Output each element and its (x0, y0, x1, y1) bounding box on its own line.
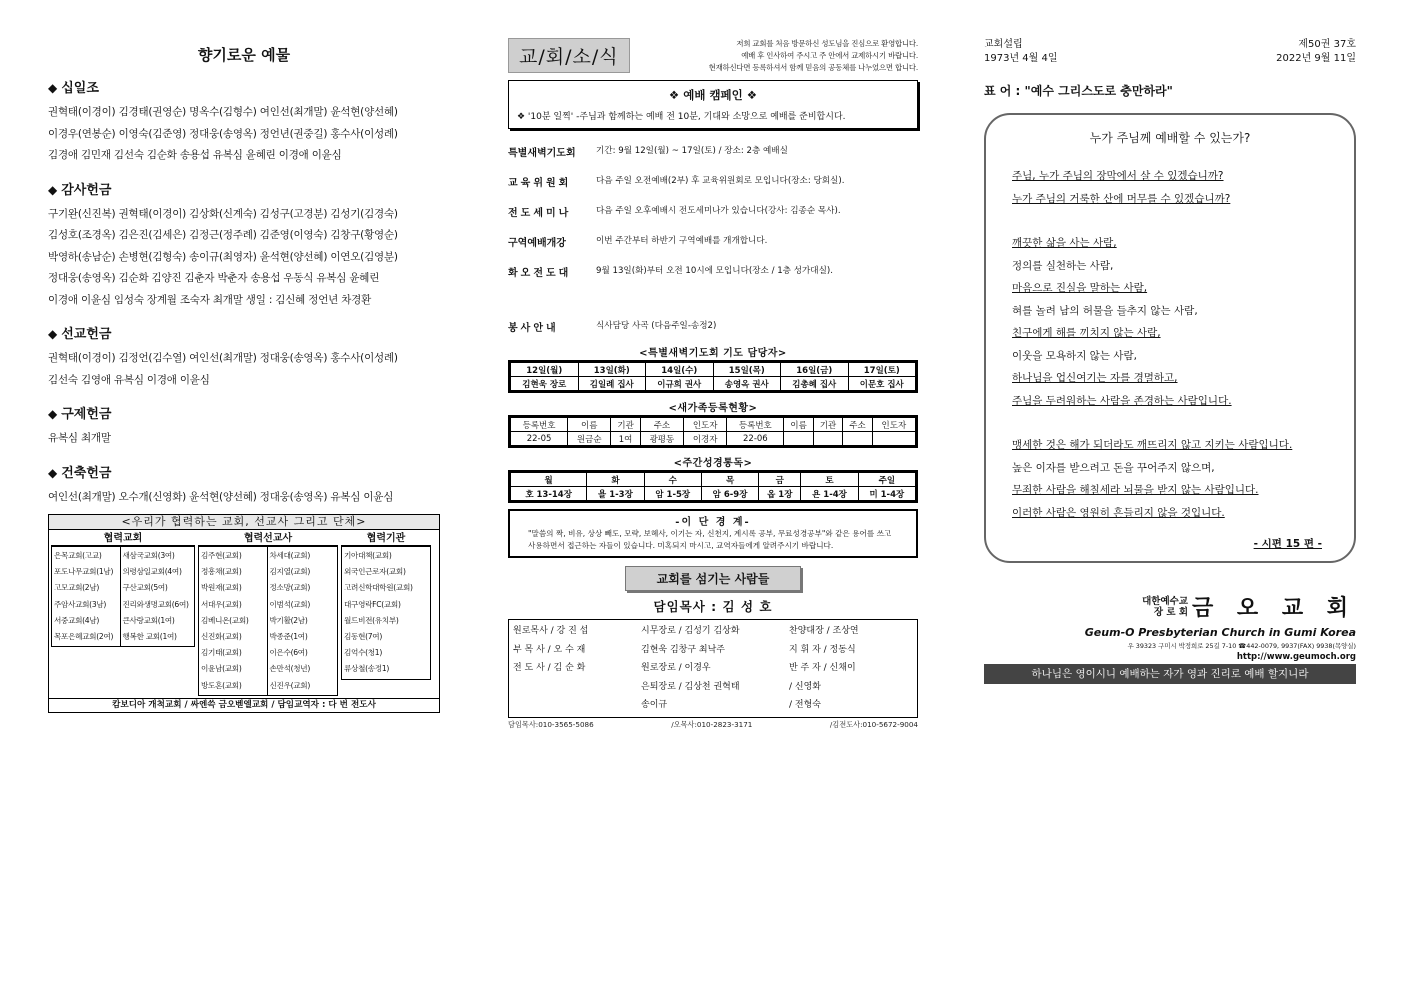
senior-pastor: 담임목사 : 김 성 호 (653, 599, 773, 614)
partner-missionary: 정소망(교회) (269, 583, 311, 593)
partner-missionary: 김지열(교회) (269, 567, 311, 577)
diamond-icon: ◆ (48, 327, 58, 341)
news-item (508, 174, 918, 189)
reading-ref: 암 6-9장 (701, 487, 758, 501)
psalm-line: 주님을 두려워하는 사람을 존경하는 사람입니다. (1012, 394, 1232, 407)
partner-church: 주암사교회(3남) (54, 599, 107, 609)
psalm-box (984, 113, 1356, 563)
partners-footer: 캄보디아 개척교회 / 싸엔쓱 금오벧엘교회 / 담임교역자 : 다 번 전도사 (49, 698, 439, 712)
contact: /김전도사:010-5672-9004 (829, 719, 918, 729)
partner-missionary: 이은수(6여) (269, 648, 308, 658)
partner-church: 고모교회(2남) (54, 583, 100, 593)
staff-entry: 송이규 (641, 700, 668, 710)
slogan-banner: 하나님은 영이시니 예배하는 자가 영과 진리로 예배 할지니라 (984, 664, 1356, 684)
website-link[interactable]: http://www.geumoch.org (1236, 652, 1356, 662)
news-list (508, 144, 918, 334)
news-item (508, 234, 918, 249)
donor-names: 권혁태(이경이) 김정언(김수열) 여인선(최개말) 정대웅(송영옥) 홍수사(이성례) (48, 352, 398, 364)
contacts (508, 720, 918, 730)
staff-box (508, 619, 918, 718)
offerings-title: 향기로운 예물 (197, 46, 291, 64)
diamond-icon: ◆ (48, 81, 58, 95)
staff-entry: 은퇴장로 / 김상천 권혁태 (641, 681, 740, 692)
news-item (508, 144, 918, 159)
staff-row (513, 678, 913, 697)
psalm-reference: - 시편 15 편 - (1253, 538, 1322, 550)
reading-ref: 욘 1-4장 (801, 487, 858, 501)
partner-missionary: 정흥채(교회) (201, 567, 242, 577)
partner-missionary: 김주현(교회) (201, 551, 242, 560)
news-label: 특별새벽기도회 (508, 148, 576, 159)
staff-row (513, 622, 913, 641)
partner-missionary: 김베니온(교회) (201, 615, 249, 625)
reading-day: 주일 (858, 473, 915, 487)
newcomer-header: 인도자 (872, 418, 915, 432)
staff-entry: 원로목사 / 강 진 섭 (513, 626, 589, 636)
newcomer-cell (843, 432, 872, 446)
founded-date: 1973년 4월 4일 (984, 53, 1058, 64)
offering-heading-text: 십일조 (61, 81, 99, 96)
news-item (508, 204, 918, 219)
newcomer-header: 주소 (640, 418, 683, 432)
prayer-person: 송영옥 권사 (713, 377, 781, 391)
partner-church: 은목교회(고교) (54, 551, 102, 560)
offering-sections (48, 77, 440, 508)
partner-org: 외국인근로자(교회) (344, 567, 406, 577)
news-text: 다음 주일 오전예배(2부) 후 교육위원회로 모입니다(장소: 당회실). (596, 176, 845, 186)
offerings-column (48, 40, 440, 713)
newcomer-header: 주소 (843, 418, 872, 432)
news-text: 이번 주간부터 하반기 구역예배를 개개합니다. (596, 236, 768, 246)
newcomer-header: 기관 (611, 418, 640, 432)
newcomer-cell: 광평동 (640, 432, 683, 446)
partner-missionary: 서대우(교회) (201, 599, 242, 609)
reading-day: 토 (801, 473, 858, 487)
psalm-line: 누가 주님의 거룩한 산에 머무를 수 있겠습니까? (1012, 192, 1231, 205)
church-news-column (508, 38, 918, 730)
newcomer-caption: <새가족등록현황> (668, 403, 758, 414)
prayer-caption: <특별새벽기도회 기도 담당자> (639, 348, 787, 359)
campaign-text: ❖ '10분 일찍' -주님과 함께하는 예배 전 10분, 기대와 소망으로 예배를 준비합시다. (517, 112, 846, 122)
offering-heading (48, 462, 440, 481)
staff-entry: 반 주 자 / 신채이 (789, 663, 856, 673)
heresy-warning-box (508, 509, 918, 558)
prayer-person: 김총혜 집사 (781, 377, 849, 391)
diamond-icon: ◆ (48, 407, 58, 421)
donor-names: 권혁태(이경이) 김경태(권영순) 명옥수(김형수) 여인선(최개말) 윤석현(양선혜) (48, 106, 398, 118)
cover-column (984, 38, 1356, 684)
servants-title: 교회를 섬기는 사람들 (625, 566, 801, 591)
reading-caption: <주간성경통독> (673, 458, 753, 469)
staff-entry (513, 678, 641, 697)
welcome-line: 예배 후 인사하여 주시고 주 안에서 교제하시기 바랍니다. (741, 51, 918, 60)
psalm-line: 정의를 실천하는 사람, (1012, 259, 1114, 272)
staff-entry: 찬양대장 / 조상연 (789, 626, 859, 636)
newcomer-header: 등록번호 (511, 418, 568, 432)
partner-church: 새삼국교회(3여) (122, 551, 175, 560)
partner-org: 기아대책(교회) (344, 551, 392, 560)
contact: 담임목사:010-3565-5086 (508, 719, 594, 729)
donor-names: 김성호(조경옥) 김은진(김세은) 김정근(정주례) 김준영(이영숙) 김창구(황영순) (48, 229, 398, 241)
reading-day: 월 (511, 473, 587, 487)
donor-names: 박영하(송남순) 손병현(김형숙) 송이규(최영자) 윤석현(양선혜) 이연오(김영분) (48, 250, 398, 263)
church-address: 우 39323 구미시 박정희로 25길 7-10 ☎442-0079, 9937(FAX) 9938(목양실) (1127, 642, 1356, 650)
partner-church-list (120, 547, 194, 646)
news-text: 식사담당 사곡 (다음주일-송정2) (596, 321, 717, 331)
news-label: 전도세미나 (508, 208, 572, 219)
news-label: 봉사안내 (508, 323, 559, 334)
denomination-line: 대한예수교 (1142, 595, 1188, 607)
prayer-table (510, 362, 916, 391)
reading-ref: 미 1-4장 (858, 487, 915, 501)
news-item (508, 319, 918, 334)
campaign-box (508, 80, 918, 129)
psalm-line: 마음으로 진실을 말하는 사람, (1012, 282, 1148, 294)
newcomer-cell (784, 432, 813, 446)
contact: /오목사:010-2823-3171 (671, 719, 753, 729)
campaign-title: ❖ 예배 캠페인 ❖ (668, 88, 758, 102)
partner-missionary: 박기활(2남) (269, 615, 308, 625)
donor-names: 김경애 김민재 김선숙 김순화 송용섭 유복심 윤혜린 이경애 이윤심 (48, 149, 342, 161)
church-name: 금 오 교 회 (1192, 596, 1356, 621)
newcomer-header: 등록번호 (727, 418, 784, 432)
staff-entry: 김현욱 김창구 최낙주 (641, 644, 725, 655)
issue-date: 2022년 9월 11일 (1276, 53, 1356, 64)
newcomer-cell: 1여 (611, 432, 640, 446)
partner-church: 포도나무교회(1남) (54, 567, 114, 577)
staff-row (513, 696, 913, 715)
partner-missionary: 박원재(교회) (201, 583, 242, 593)
partner-missionary: 손만석(청년) (269, 664, 311, 674)
psalm-line: 무죄한 사람을 해칠세라 뇌물을 받지 않는 사람입니다. (1012, 484, 1259, 496)
news-text: 9월 13일(화)부터 오전 10시에 모입니다(장소 / 1층 성가대실). (596, 266, 833, 276)
warning-title: -이 단 경 계- (675, 517, 751, 528)
warning-line: 사용하면서 접근하는 자들이 있습니다. 미혹되지 마시고, 교역자들에게 알려주시기 바랍니다. (528, 541, 834, 550)
reading-day: 수 (644, 473, 701, 487)
offering-heading (48, 323, 440, 342)
partner-org-list (342, 547, 430, 679)
prayer-person: 이규희 권사 (646, 377, 714, 391)
newcomer-cell: 22-05 (511, 432, 568, 446)
prayer-day: 16일(금) (781, 363, 849, 377)
partner-org: 류상철(송정1) (344, 664, 390, 674)
news-tab: 교/회/소/식 (508, 38, 630, 73)
partner-missionary-list (199, 547, 267, 695)
partner-missionary: 김기태(교회) (201, 648, 242, 658)
offering-heading-text: 선교헌금 (61, 327, 112, 342)
english-name: Geum-O Presbyterian Church in Gumi Korea (1084, 626, 1356, 639)
partner-church: 진리와생명교회(6여) (122, 599, 189, 609)
news-text: 다음 주일 오후예배시 전도세미나가 있습니다(강사: 김종순 목사). (596, 206, 841, 216)
prayer-person: 김현욱 장로 (511, 377, 579, 391)
reading-day: 화 (587, 473, 644, 487)
psalm-line: 높은 이자를 받으려고 돈을 꾸어주지 않으며, (1012, 461, 1215, 474)
donor-names: 이경우(연봉순) 이영숙(김준영) 정대웅(송영옥) 정언년(권중길) 홍수사(이성례) (48, 127, 398, 140)
news-label: 구역예배개강 (508, 238, 566, 249)
psalm-line: 이웃을 모욕하지 않는 사람, (1012, 349, 1137, 362)
partner-church: 큰사랑교회(1여) (122, 615, 175, 625)
partners-title: <우리가 협력하는 교회, 선교사 그리고 단체> (49, 515, 439, 530)
psalm-line: 맹세한 것은 해가 되더라도 깨뜨리지 않고 지키는 사람입니다. (1012, 439, 1293, 451)
offering-heading-text: 건축헌금 (61, 465, 112, 481)
newcomer-cell: 이경자 (684, 432, 727, 446)
partner-missionaries (198, 532, 338, 696)
partner-orgs (341, 532, 431, 696)
offering-heading (48, 179, 440, 198)
partner-church: 구산교회(5여) (122, 583, 168, 593)
staff-row (513, 641, 913, 660)
psalm-title: 누가 주님께 예배할 수 있는가? (1089, 131, 1251, 145)
prayer-day: 14일(수) (646, 363, 714, 377)
donor-names: 이경애 이윤심 임성숙 장계월 조숙자 최개말 생일 : 김신혜 정언년 차경환 (48, 293, 372, 306)
news-item (508, 264, 918, 279)
offering-heading-text: 구제헌금 (61, 407, 112, 422)
partner-orgs-title: 협력기관 (341, 532, 431, 546)
prayer-day: 13일(화) (578, 363, 646, 377)
newcomer-header: 기관 (813, 418, 842, 432)
psalm-line: 이러한 사람은 영원히 흔들리지 않을 것입니다. (1012, 506, 1225, 519)
founded-label: 교회설립 (984, 39, 1023, 50)
partner-church: 서중교회(4남) (54, 615, 100, 625)
partner-churches-title: 협력교회 (51, 532, 195, 546)
partner-church-list (52, 547, 120, 646)
newcomer-table (510, 417, 916, 446)
donor-names: 구기완(신진복) 권혁태(이경이) 김상화(신계숙) 김성구(고경분) 김성기(김경숙) (48, 207, 398, 220)
psalm-lines (1012, 165, 1344, 524)
newcomer-header: 이름 (568, 418, 611, 432)
offering-heading (48, 77, 440, 96)
partner-churches (51, 532, 195, 696)
reading-ref: 호 13-14장 (511, 487, 587, 501)
warning-line: "말씀의 짝, 비유, 상상 빼도, 모략, 보혜사, 이기는 자, 신천지, 계시록 공부, 무료성경공부"와 같은 용어를 쓰고 (528, 529, 892, 538)
psalm-line: 깨끗한 삶을 사는 사람, (1012, 237, 1117, 249)
psalm-line: 친구에게 해를 끼치지 않는 사람, (1012, 327, 1161, 339)
staff-entry: 시무장로 / 김성기 김상화 (641, 626, 740, 636)
newcomer-cell: 22-06 (727, 432, 784, 446)
newcomer-cell: 원금순 (568, 432, 611, 446)
staff-entry: 전 도 사 / 김 순 화 (513, 663, 586, 673)
partner-org: 고려신학대학원(교회) (344, 583, 413, 593)
news-label: 화오전도대 (508, 268, 572, 279)
partner-missionary: 방도혼(교회) (201, 680, 242, 690)
denomination (1142, 596, 1188, 618)
donor-names: 유복심 최개말 (48, 432, 111, 444)
reading-ref: 욜 1-3장 (587, 487, 644, 501)
reading-table (510, 472, 916, 501)
partner-church: 행복한 교회(1여) (122, 632, 177, 642)
partner-missionary: 이윤남(교회) (201, 664, 242, 674)
newcomer-cell (813, 432, 842, 446)
prayer-day: 15일(목) (713, 363, 781, 377)
staff-entry: 부 목 사 / 오 수 재 (513, 644, 586, 655)
partner-org: 김동현(7여) (344, 632, 382, 642)
staff-entry: / 신영화 (789, 681, 821, 692)
partner-missionary: 차세대(교회) (269, 551, 311, 560)
church-motto: 표 어 : "예수 그리스도로 충만하라" (984, 84, 1173, 98)
partner-missionaries-title: 협력선교사 (198, 532, 338, 546)
reading-day: 목 (701, 473, 758, 487)
partner-missionary: 신진우(교회) (269, 680, 311, 690)
partner-missionary: 신진화(교회) (201, 632, 242, 642)
volume-issue: 제50권 37호 (1298, 39, 1356, 50)
psalm-line: 하나님을 업신여기는 자를 경멸하고, (1012, 372, 1178, 384)
partner-church: 목포은혜교회(2여) (54, 632, 114, 642)
newcomer-cell (872, 432, 915, 446)
diamond-icon: ◆ (48, 182, 58, 197)
partner-org: 대구영락FC(교회) (344, 599, 401, 609)
staff-row (513, 659, 913, 678)
staff-entry: / 전형숙 (789, 700, 821, 710)
donor-names: 김선숙 김영애 유복심 이경애 이윤심 (48, 373, 210, 386)
prayer-day: 12일(월) (511, 363, 579, 377)
reading-ref: 옵 1장 (759, 487, 801, 501)
psalm-line: 혀를 놀려 남의 허물을 들추지 않는 사람, (1012, 304, 1198, 317)
donor-names: 여인선(최개말) 오수개(신영화) 윤석현(양선혜) 정대웅(송영옥) 유복심 이윤심 (48, 490, 394, 503)
offering-heading (48, 403, 440, 422)
welcome-line: 저희 교회를 처음 방문하신 성도님을 진심으로 환영합니다. (736, 39, 918, 48)
welcome-text (709, 38, 918, 74)
staff-entry (513, 696, 641, 715)
news-label: 교육위원회 (508, 178, 572, 189)
staff-entry: 지 휘 자 / 정동식 (789, 644, 856, 655)
prayer-person: 김일례 집사 (578, 377, 646, 391)
partner-missionary: 박종준(1여) (269, 632, 308, 642)
reading-day: 금 (759, 473, 801, 487)
staff-entry: 원로장로 / 이경우 (641, 663, 711, 673)
newcomer-header: 인도자 (684, 418, 727, 432)
newcomer-header: 이름 (784, 418, 813, 432)
donor-names: 정대웅(송영옥) 김순화 김양진 김춘자 박춘자 송용섭 우동식 유복심 윤혜린 (48, 272, 380, 284)
partner-church: 의령삼일교회(4여) (122, 567, 182, 577)
diamond-icon: ◆ (48, 465, 58, 480)
prayer-person: 이문호 집사 (848, 377, 916, 391)
psalm-line: 주님, 누가 주님의 장막에서 살 수 있겠습니까? (1012, 170, 1224, 182)
denomination-line: 장 로 회 (1153, 606, 1188, 618)
partner-missionary-list (267, 547, 338, 695)
partner-org: 김억수(청1) (344, 648, 382, 658)
offering-heading-text: 감사헌금 (61, 182, 112, 198)
partner-missionary: 이범석(교회) (269, 599, 311, 609)
news-text: 기간: 9월 12일(월) ~ 17일(토) / 장소: 2층 예배실 (596, 146, 788, 156)
prayer-day: 17일(토) (848, 363, 916, 377)
reading-ref: 암 1-5장 (644, 487, 701, 501)
partner-org: 월드비전(유치부) (344, 615, 399, 625)
welcome-line: 현재하신다면 등록하셔서 함께 믿음의 공동체를 나누었으면 합니다. (708, 63, 918, 72)
partners-box (48, 514, 440, 713)
